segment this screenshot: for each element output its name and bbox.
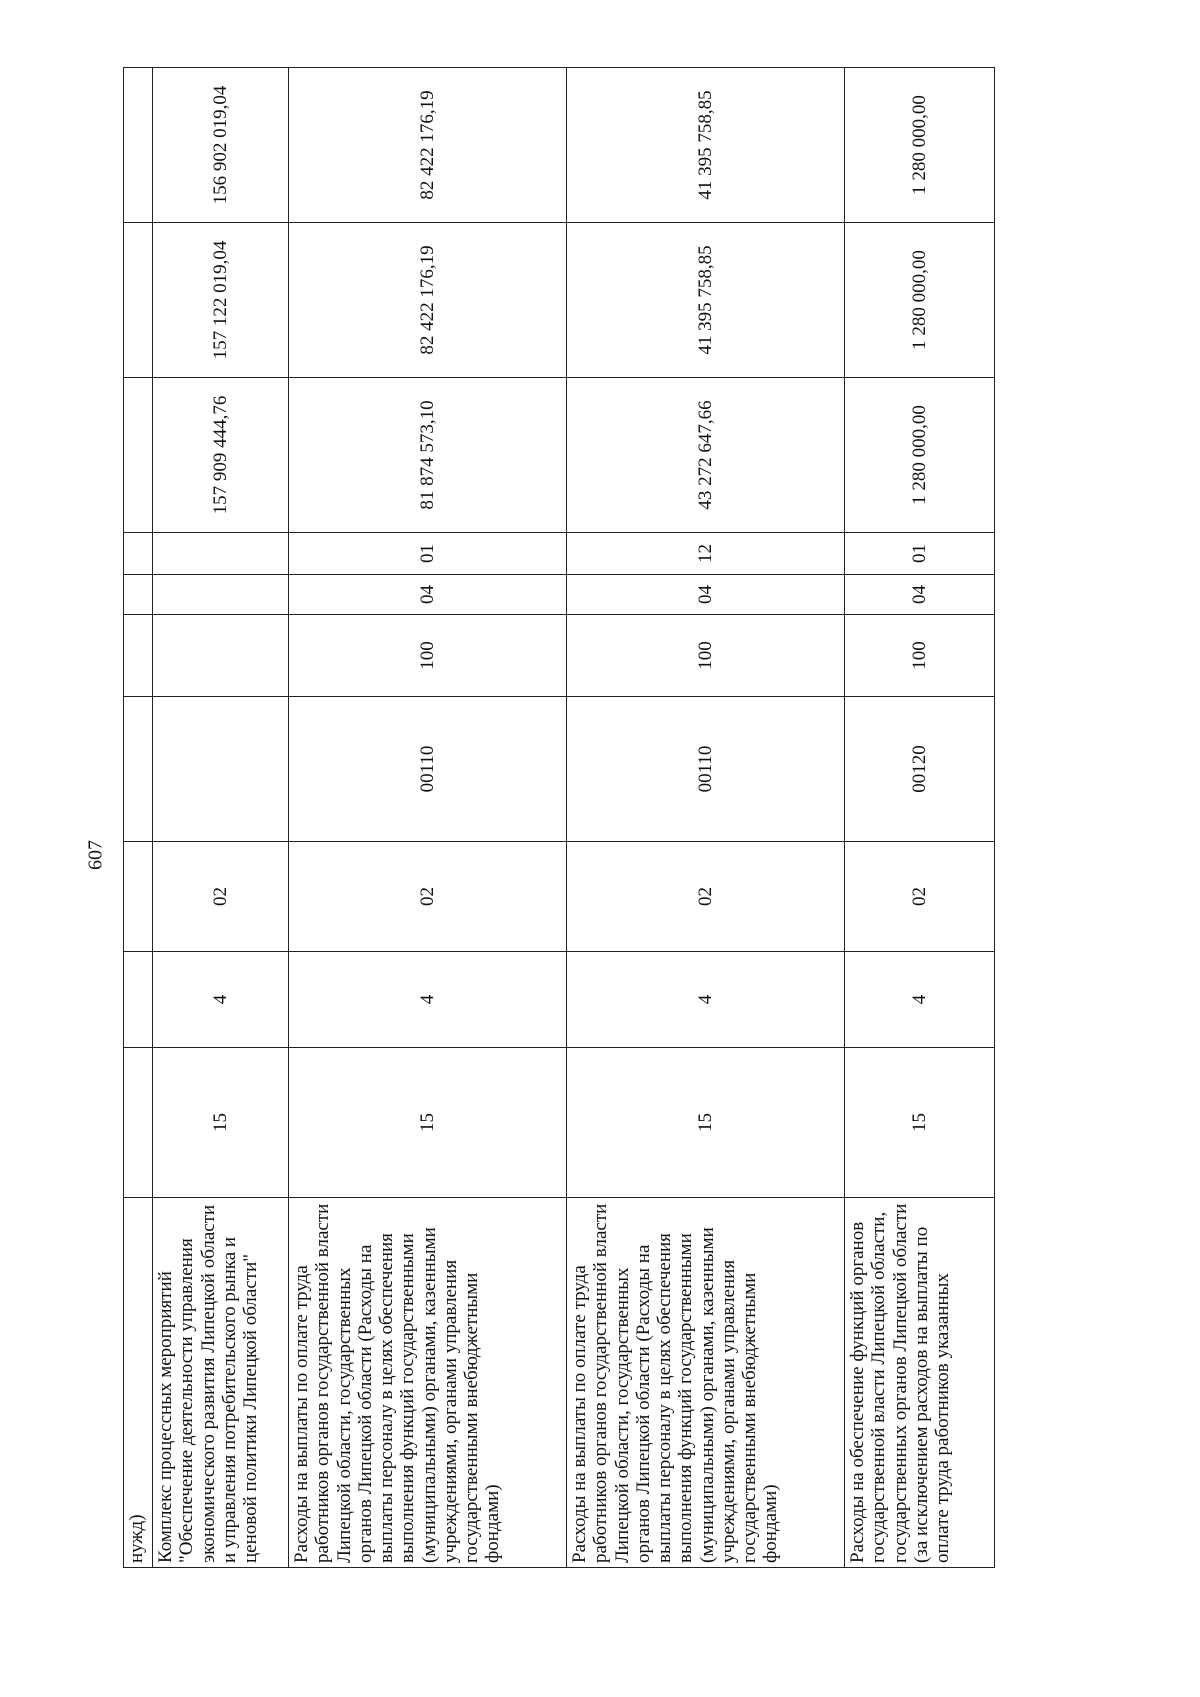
header-empty-cell: [124, 378, 153, 533]
subprogram-cell: 02: [845, 842, 995, 952]
type-cell: 4: [567, 952, 845, 1048]
subprogram-cell: 02: [567, 842, 845, 952]
row-name-cell: Расходы на выплаты по оплате труда работников органов государственной власти Липецкой области, государственных органов Липецкой области (Расходы на выплаты персоналу в целях обеспечения выполнения функций государственными (муниципальными) органами, казенными учреждениями, органами управления государственными внебюджетными фондами): [289, 1198, 567, 1568]
amount-3-cell: 1 280 000,00: [845, 68, 995, 223]
header-empty-cell: [124, 697, 153, 842]
table-row: [845, 68, 995, 1568]
direction-cell: 00110: [289, 697, 567, 842]
subsection-cell: 12: [567, 533, 845, 575]
row-name-cell: Комплекс процессных мероприятий "Обеспечение деятельности управления экономического развития Липецкой области и управления потребительского рынка и ценовой политики Липецкой области": [153, 1198, 289, 1568]
table-header-row: [124, 68, 153, 1568]
expense-type-cell: [153, 615, 289, 697]
type-cell: 4: [153, 952, 289, 1048]
program-cell: 15: [153, 1048, 289, 1198]
amount-2-cell: 1 280 000,00: [845, 223, 995, 378]
table-row: [567, 68, 845, 1568]
amount-3-cell: 82 422 176,19: [289, 68, 567, 223]
row-name-cell: Расходы на выплаты по оплате труда работников органов государственной власти Липецкой области, государственных органов Липецкой области (Расходы на выплаты персоналу в целях обеспечения выполнения функций государственными (муниципальными) органами, казенными учреждениями, органами управления государственными внебюджетными фондами): [567, 1198, 845, 1568]
amount-2-cell: 82 422 176,19: [289, 223, 567, 378]
header-name-cell: нужд): [124, 1198, 153, 1568]
amount-2-cell: 41 395 758,85: [567, 223, 845, 378]
header-empty-cell: [124, 68, 153, 223]
budget-table-wrapper: [123, 68, 1093, 1568]
type-cell: 4: [289, 952, 567, 1048]
amount-2-cell: 157 122 019,04: [153, 223, 289, 378]
table-row: [289, 68, 567, 1568]
header-empty-cell: [124, 1048, 153, 1198]
program-cell: 15: [289, 1048, 567, 1198]
expense-type-cell: 100: [845, 615, 995, 697]
header-empty-cell: [124, 533, 153, 575]
amount-1-cell: 157 909 444,76: [153, 378, 289, 533]
expense-type-cell: 100: [289, 615, 567, 697]
subsection-cell: 01: [289, 533, 567, 575]
amount-1-cell: 81 874 573,10: [289, 378, 567, 533]
section-cell: [153, 575, 289, 615]
table-row: [153, 68, 289, 1568]
expense-type-cell: 100: [567, 615, 845, 697]
program-cell: 15: [845, 1048, 995, 1198]
subsection-cell: 01: [845, 533, 995, 575]
header-empty-cell: [124, 842, 153, 952]
type-cell: 4: [845, 952, 995, 1048]
amount-1-cell: 1 280 000,00: [845, 378, 995, 533]
program-cell: 15: [567, 1048, 845, 1198]
header-empty-cell: [124, 952, 153, 1048]
amount-1-cell: 43 272 647,66: [567, 378, 845, 533]
direction-cell: 00110: [567, 697, 845, 842]
page-number-text: 607: [84, 840, 107, 870]
subsection-cell: [153, 533, 289, 575]
amount-3-cell: 156 902 019,04: [153, 68, 289, 223]
budget-table-rotator: [123, 68, 1093, 1568]
section-cell: 04: [567, 575, 845, 615]
section-cell: 04: [289, 575, 567, 615]
header-empty-cell: [124, 223, 153, 378]
row-name-cell: Расходы на обеспечение функций органов государственной власти Липецкой области, государственных органов Липецкой области (за исключением расходов на выплаты по оплате труда работников указанных: [845, 1198, 995, 1568]
direction-cell: [153, 697, 289, 842]
amount-3-cell: 41 395 758,85: [567, 68, 845, 223]
budget-table: [123, 67, 995, 1568]
subprogram-cell: 02: [153, 842, 289, 952]
direction-cell: 00120: [845, 697, 995, 842]
section-cell: 04: [845, 575, 995, 615]
header-empty-cell: [124, 575, 153, 615]
subprogram-cell: 02: [289, 842, 567, 952]
header-empty-cell: [124, 615, 153, 697]
